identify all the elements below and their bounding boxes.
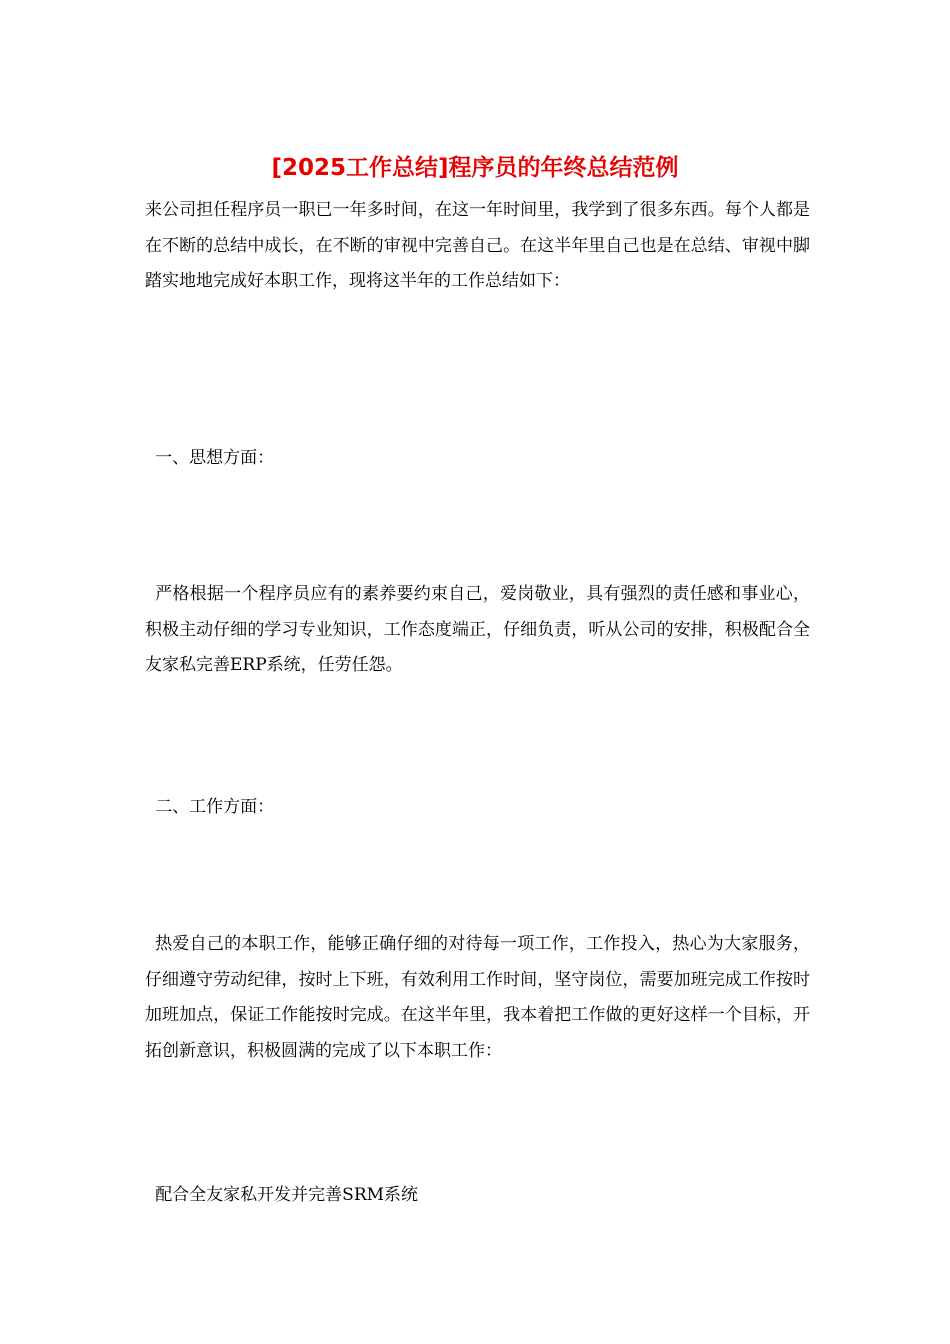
intro-paragraph: 来公司担任程序员一职已一年多时间，在这一年时间里，我学到了很多东西。每个人都是在不断的总结中成长，在不断的审视中完善自己。在这半年里自己也是在总结、审视中脚踏实地地完成好本职工作，现将这半年的工作总结如下：	[145, 200, 810, 291]
section-body-work: 热爱自己的本职工作，能够正确仔细的对待每一项工作，工作投入，热心为大家服务，仔细遵守劳动纪律，按时上下班，有效利用工作时间，坚守岗位，需要加班完成工作按时加班加点，保证工作能按时完成。在这半年里，我本着把工作做的更好这样一个目标，开拓创新意识，积极圆满的完成了以下本职工作：	[145, 934, 810, 1061]
section-body-thought: 严格根据一个程序员应有的素养要约束自己，爱岗敬业，具有强烈的责任感和事业心，积极主动仔细的学习专业知识，工作态度端正，仔细负责，听从公司的安排，积极配合全友家私完善ERP系统，任劳任怨。	[145, 584, 810, 675]
section-heading-work: 二、工作方面：	[155, 797, 275, 817]
section-heading-thought: 一、思想方面：	[155, 448, 275, 468]
document-title: [2025工作总结]程序员的年终总结范例	[271, 155, 679, 181]
work-item: 配合全友家私开发并完善SRM系统	[155, 1185, 419, 1205]
